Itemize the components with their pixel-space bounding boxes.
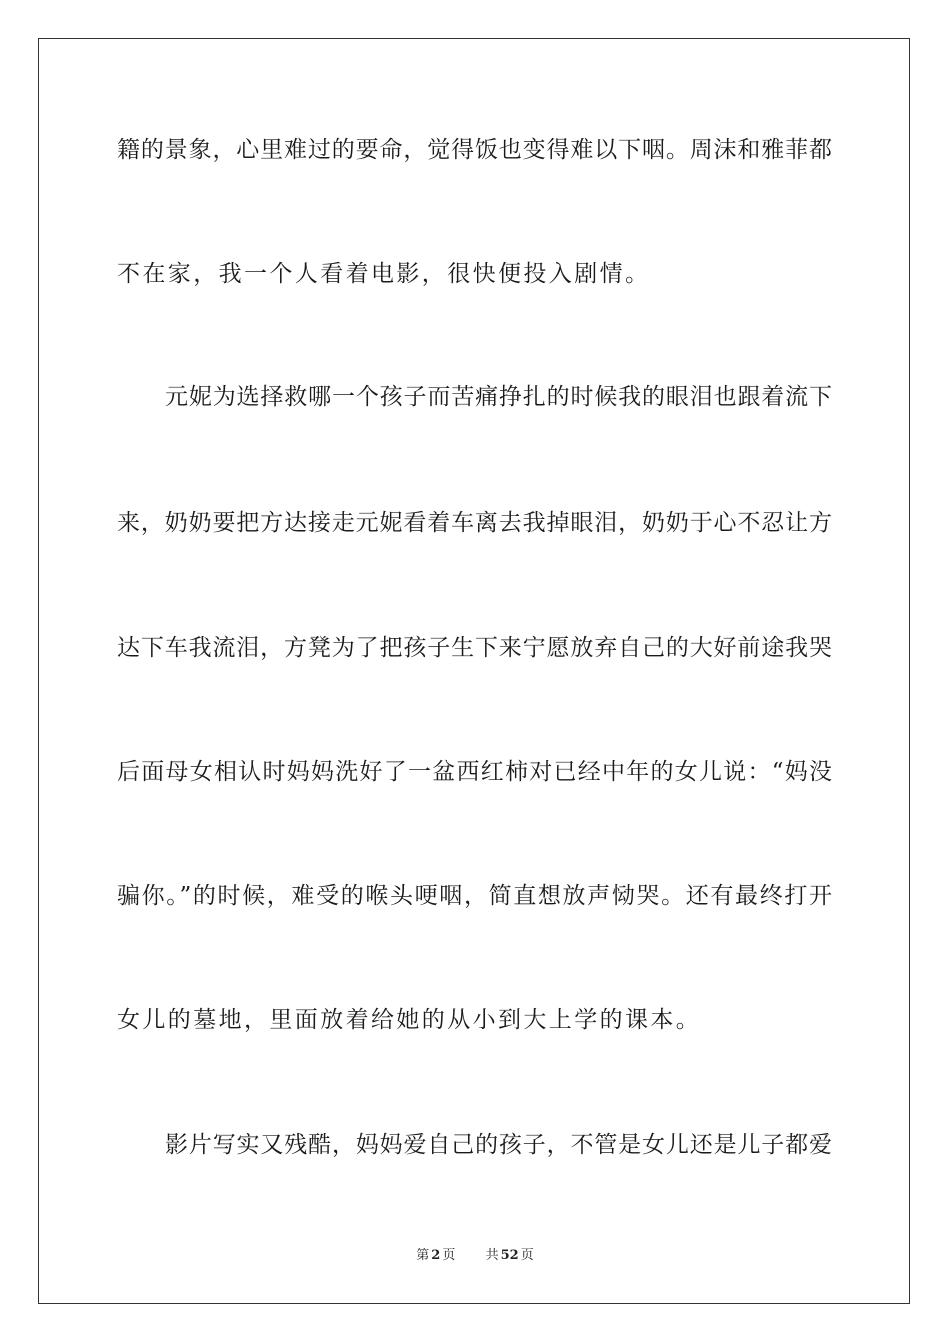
text-line-4: 来，奶奶要把方达接走元妮看着车离去我掉眼泪，奶奶于心不忍让方 — [117, 510, 832, 536]
page-border — [38, 38, 910, 1304]
page-footer — [0, 1247, 950, 1265]
text-line-5: 达下车我流泪，方凳为了把孩子生下来宁愿放弃自己的大好前途我哭 — [117, 635, 832, 661]
text-line-1: 籍的景象，心里难过的要命，觉得饭也变得难以下咽。周沫和雅菲都 — [117, 137, 832, 163]
page-number-label: 第 2 页 — [416, 1248, 456, 1263]
text-line-9: 影片写实又残酷，妈妈爱自己的孩子，不管是女儿还是儿子都爱 — [165, 1132, 832, 1158]
total-pages-label: 共 52 页 — [485, 1248, 534, 1263]
text-line-2: 不在家，我一个人看着电影，很快便投入剧情。 — [117, 261, 651, 287]
text-line-6: 后面母女相认时妈妈洗好了一盆西红柿对已经中年的女儿说：“妈没 — [117, 759, 832, 785]
text-line-3: 元妮为选择救哪一个孩子而苦痛挣扎的时候我的眼泪也跟着流下 — [165, 384, 832, 410]
text-line-7: 骗你。”的时候，难受的喉头哽咽，简直想放声恸哭。还有最终打开 — [117, 883, 832, 909]
text-line-8: 女儿的墓地，里面放着给她的从小到大上学的课本。 — [117, 1007, 702, 1033]
